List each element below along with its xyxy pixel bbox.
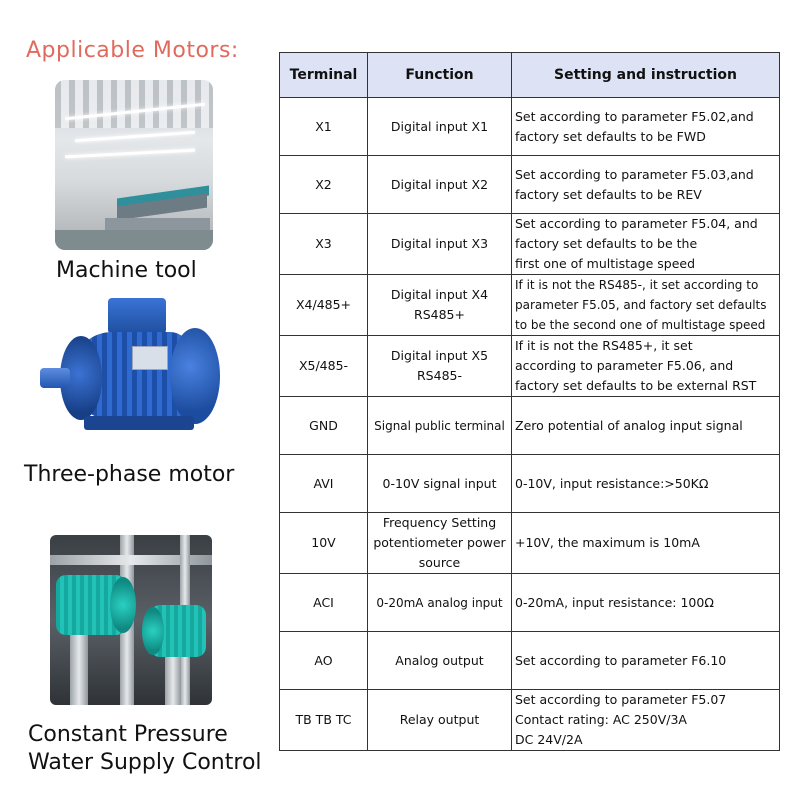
factory-photo xyxy=(55,80,213,250)
caption-three-phase-motor: Three-phase motor xyxy=(24,462,235,487)
caption-machine-tool: Machine tool xyxy=(56,258,197,283)
table-row xyxy=(280,690,780,751)
cell-setting: Set according to parameter F5.07 Contact rating: AC 250V/3A DC 24V/2A xyxy=(512,690,780,751)
cell-terminal: X1 xyxy=(280,98,368,156)
table-row xyxy=(280,397,780,455)
cell-function: Analog output xyxy=(368,632,512,690)
table-row xyxy=(280,632,780,690)
header-function: Function xyxy=(368,53,512,98)
cell-setting: 0-10V, input resistance:>50KΩ xyxy=(512,455,780,513)
table-row xyxy=(280,513,780,574)
caption-water-supply: Water Supply Control xyxy=(28,750,262,775)
cell-function: 0-20mA analog input xyxy=(368,574,512,632)
cell-setting: Set according to parameter F5.02,and factory set defaults to be FWD xyxy=(512,98,780,156)
cell-function: Signal public terminal xyxy=(368,397,512,455)
cell-function: Frequency Setting potentiometer power source xyxy=(368,513,512,574)
table-row xyxy=(280,156,780,214)
cell-function: 0-10V signal input xyxy=(368,455,512,513)
cell-terminal: TB TB TC xyxy=(280,690,368,751)
water-pump-photo xyxy=(50,535,212,705)
cell-setting: If it is not the RS485-, it set according to parameter F5.05, and factory set defaults to be the second one of multistage speed xyxy=(512,275,780,336)
cell-function: Digital input X1 xyxy=(368,98,512,156)
cell-terminal: AVI xyxy=(280,455,368,513)
cell-setting: Set according to parameter F5.04, and factory set defaults to be the first one of multistage speed xyxy=(512,214,780,275)
cell-setting: If it is not the RS485+, it set according to parameter F5.06, and factory set defaults to be external RST xyxy=(512,336,780,397)
header-setting: Setting and instruction xyxy=(512,53,780,98)
table-row xyxy=(280,275,780,336)
blue-motor-photo xyxy=(40,290,230,450)
cell-function: Relay output xyxy=(368,690,512,751)
table-row xyxy=(280,574,780,632)
table-row xyxy=(280,336,780,397)
table-header-row xyxy=(280,53,780,98)
cell-terminal: ACI xyxy=(280,574,368,632)
cell-setting: Set according to parameter F5.03,and factory set defaults to be REV xyxy=(512,156,780,214)
cell-setting: Set according to parameter F6.10 xyxy=(512,632,780,690)
cell-function: Digital input X3 xyxy=(368,214,512,275)
page-title: Applicable Motors: xyxy=(26,38,239,63)
cell-function: Digital input X2 xyxy=(368,156,512,214)
table-row xyxy=(280,455,780,513)
cell-terminal: 10V xyxy=(280,513,368,574)
cell-setting: +10V, the maximum is 10mA xyxy=(512,513,780,574)
table-row xyxy=(280,98,780,156)
cell-function: Digital input X5 RS485- xyxy=(368,336,512,397)
cell-function: Digital input X4 RS485+ xyxy=(368,275,512,336)
header-terminal: Terminal xyxy=(280,53,368,98)
cell-setting: Zero potential of analog input signal xyxy=(512,397,780,455)
cell-setting: 0-20mA, input resistance: 100Ω xyxy=(512,574,780,632)
caption-constant-pressure: Constant Pressure xyxy=(28,722,228,747)
cell-terminal: AO xyxy=(280,632,368,690)
cell-terminal: X3 xyxy=(280,214,368,275)
cell-terminal: X2 xyxy=(280,156,368,214)
cell-terminal: GND xyxy=(280,397,368,455)
terminal-table xyxy=(279,52,780,751)
table-row xyxy=(280,214,780,275)
cell-terminal: X4/485+ xyxy=(280,275,368,336)
cell-terminal: X5/485- xyxy=(280,336,368,397)
